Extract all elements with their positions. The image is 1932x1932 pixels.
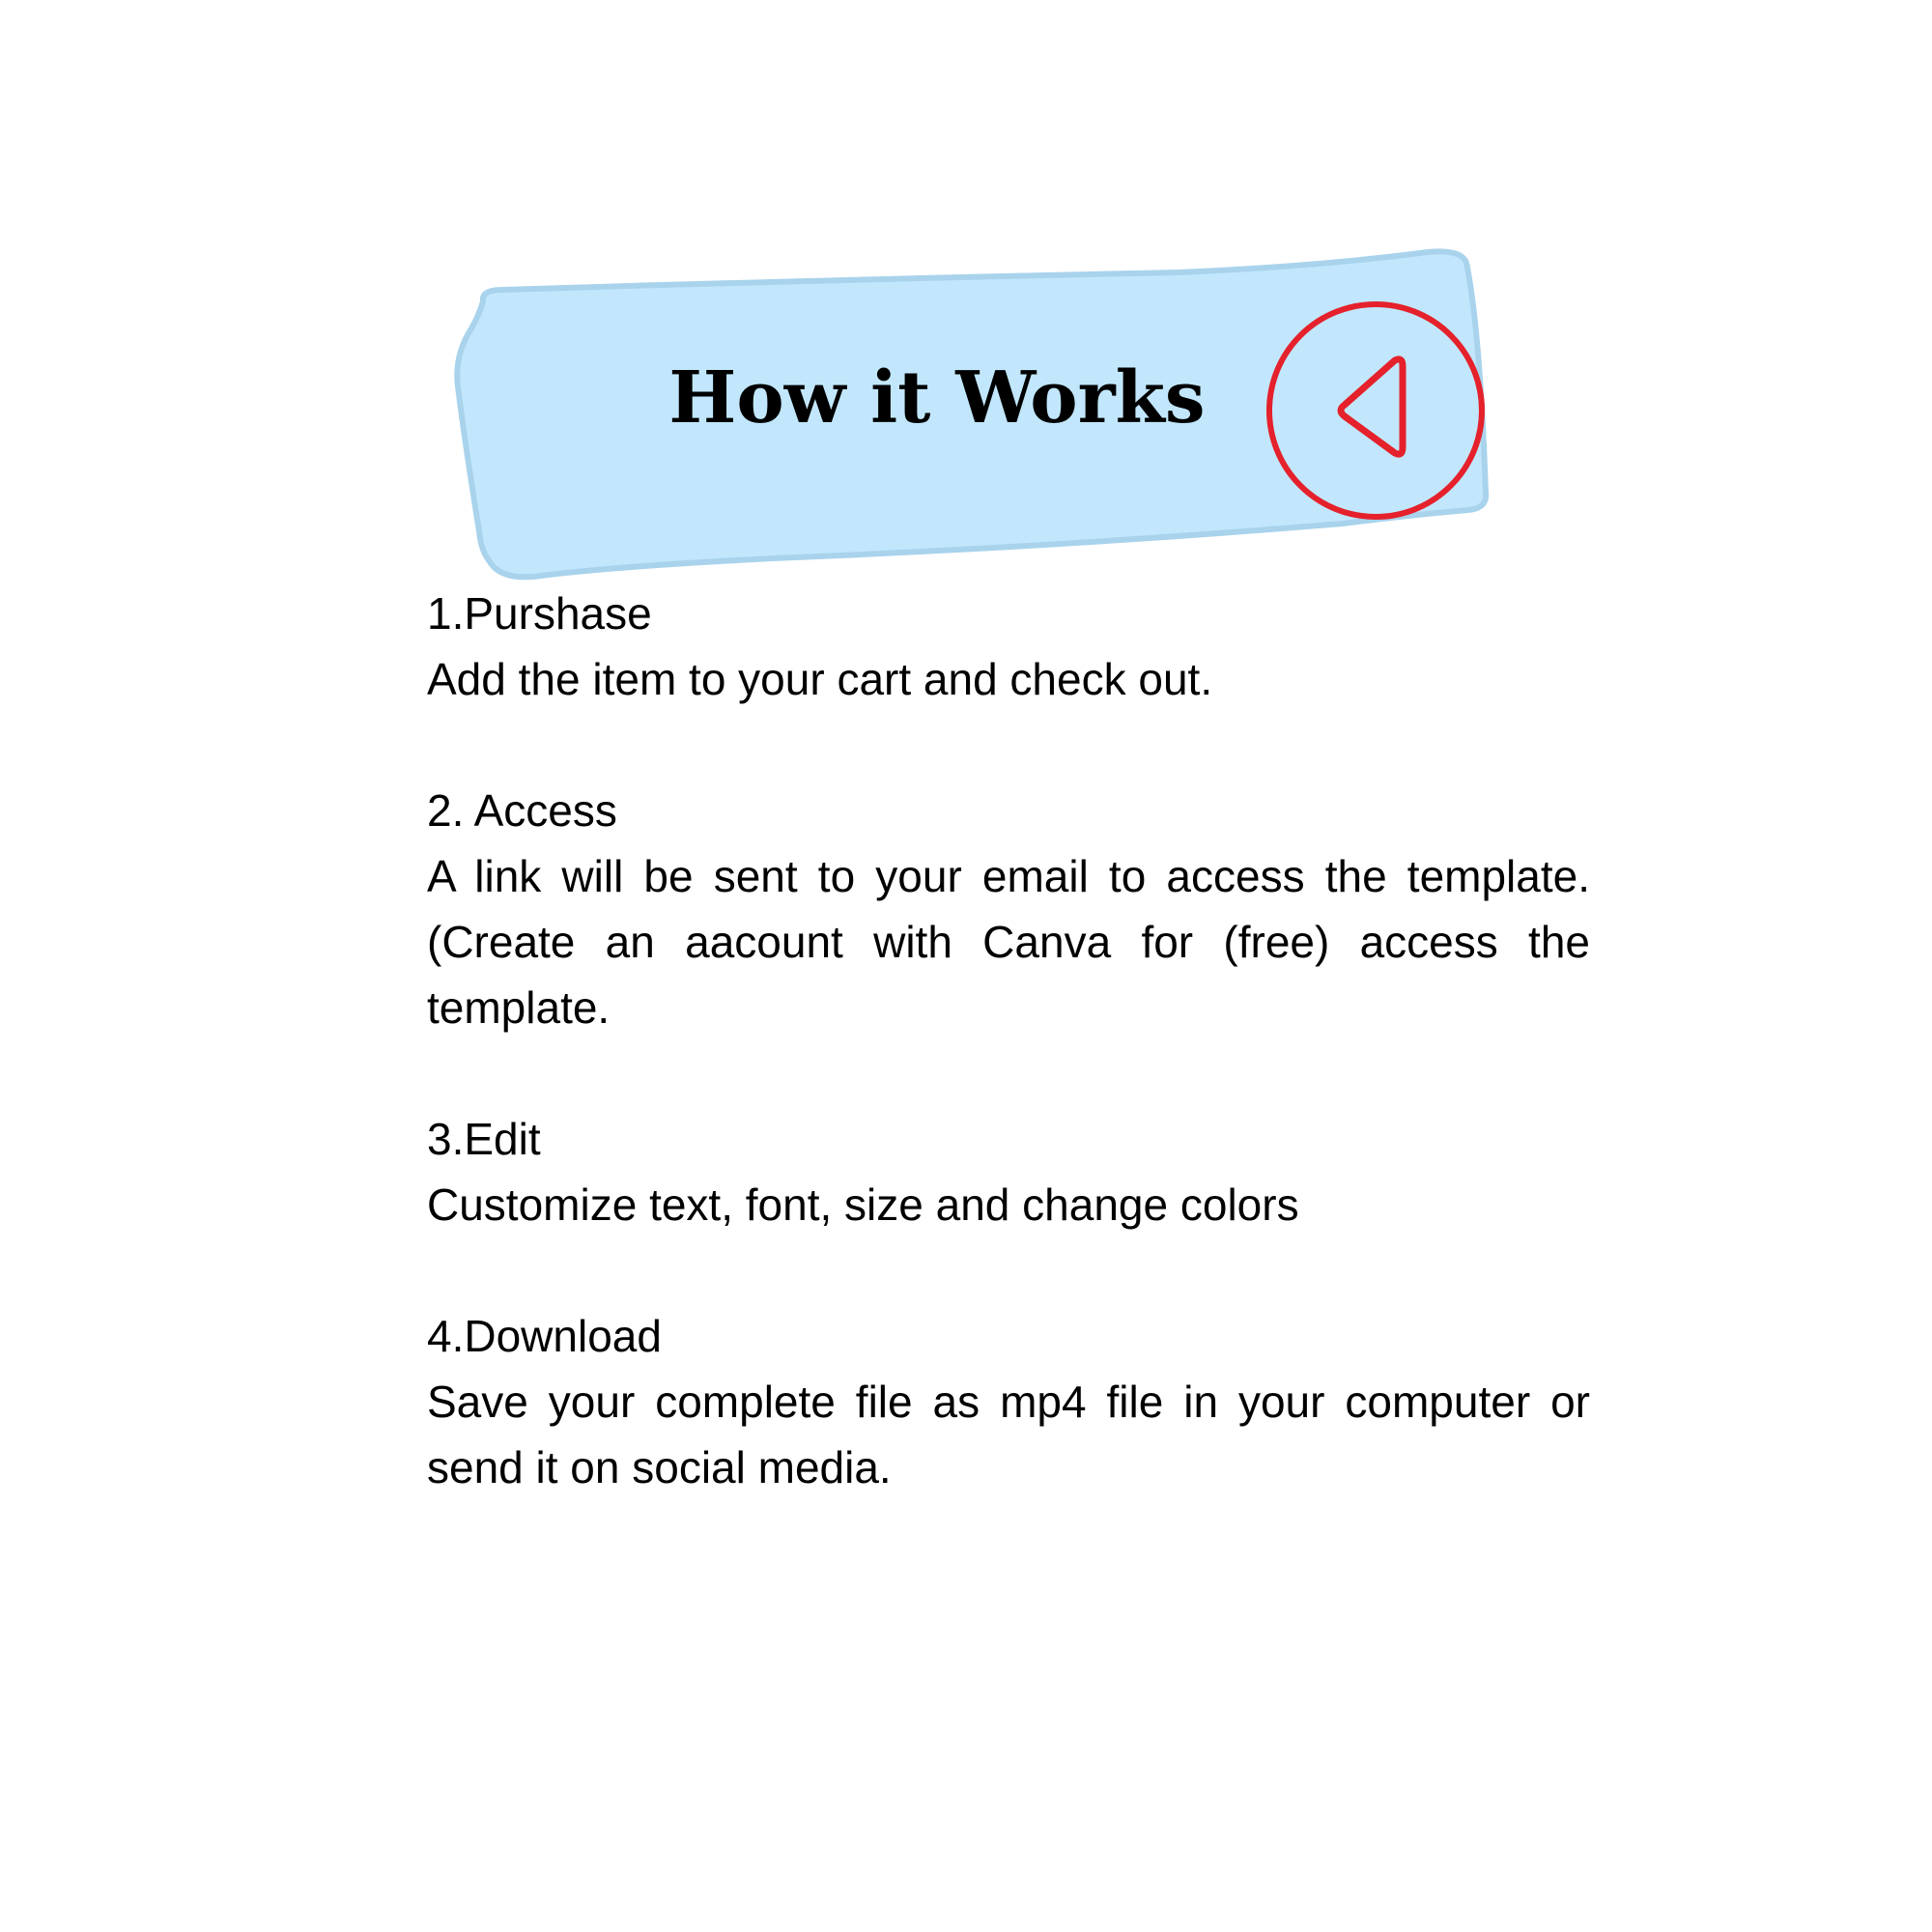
step-title: 3.Edit	[427, 1114, 541, 1164]
page-title: How it Works	[668, 356, 1206, 440]
step-title: 1.Purshase	[427, 588, 652, 639]
step-description: Customize text, font, size and change colors	[427, 1179, 1299, 1230]
step-download	[427, 1303, 1590, 1500]
step-purchase	[427, 581, 1590, 712]
play-back-triangle-icon	[1265, 300, 1486, 521]
steps-list	[427, 581, 1590, 1566]
step-description: Add the item to your cart and check out.	[427, 654, 1213, 704]
title-banner	[444, 242, 1497, 589]
step-edit	[427, 1106, 1590, 1237]
play-button[interactable]	[1265, 300, 1486, 521]
step-description: A link will be sent to your email to access the template.(Create an aacount with Canva for (free) access the template.	[427, 851, 1590, 1033]
step-title: 2. Access	[427, 785, 617, 836]
step-description: Save your complete file as mp4 file in your computer or send it on social media.	[427, 1377, 1590, 1492]
step-access	[427, 778, 1590, 1040]
step-title: 4.Download	[427, 1311, 662, 1361]
